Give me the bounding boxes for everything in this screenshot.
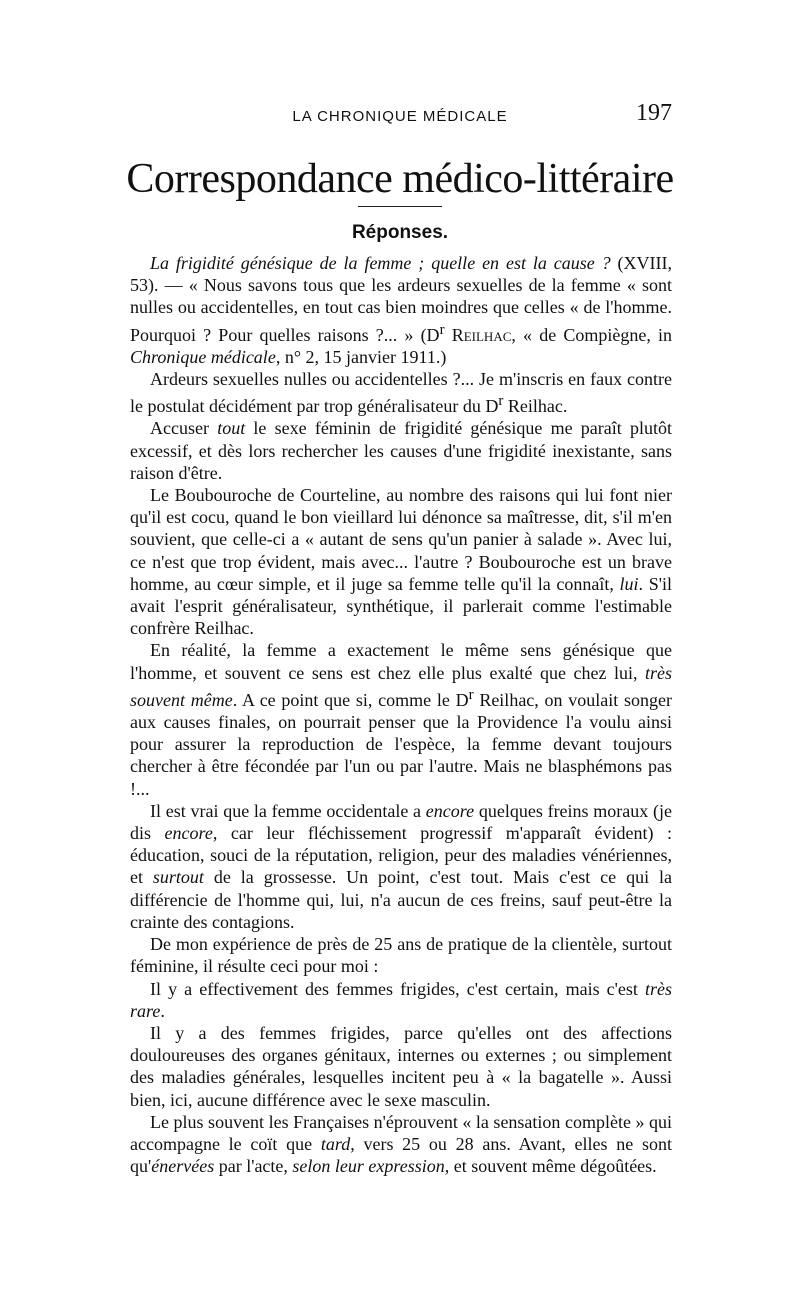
- text-run: En réalité, la femme a exactement le même sens génésique que l'homme, et souvent ce sens est chez elle plus exalté que chez lui,: [130, 640, 672, 683]
- paragraph: [130, 639, 672, 799]
- text-run: Accuser: [150, 418, 218, 439]
- paragraph: [130, 800, 672, 933]
- text-run: , car leur fléchissement progressif m'apparaît évident) : éducation, souci de la réputation, religion, peur des maladies vénériennes, et: [130, 823, 672, 888]
- article-body: [130, 252, 672, 1177]
- author-name: Reilhac,: [444, 324, 516, 345]
- page-title: Correspondance médico-littéraire: [126, 156, 674, 202]
- paragraph: [130, 978, 672, 1022]
- italic-run: encore: [164, 823, 213, 844]
- text-run: Il y a effectivement des femmes frigides, c'est certain, mais c'est: [150, 978, 645, 999]
- paragraph: De mon expérience de près de 25 ans de pratique de la clientèle, surtout féminine, il résulte ceci pour moi :: [130, 934, 672, 977]
- question-citation: , n° 2, 15 janvier 1911.): [275, 346, 447, 367]
- text-run: Le plus souvent les Françaises n'éprouvent « la sensation complète » qui accompagne le coït que: [130, 1111, 672, 1154]
- italic-run: lui: [619, 573, 639, 594]
- paragraph: [130, 417, 672, 484]
- text-run: . S'il avait l'esprit généralisateur, synthétique, il parlerait comme l'estimable confrère Reilhac.: [130, 573, 672, 639]
- paragraph-question: [130, 252, 672, 368]
- superscript: r: [498, 393, 504, 410]
- text-run: Il est vrai que la femme occidentale a: [150, 800, 426, 821]
- italic-run: énervées: [151, 1156, 215, 1177]
- superscript: r: [439, 321, 445, 338]
- running-head: [0, 100, 800, 132]
- title-divider: [358, 206, 442, 207]
- text-run: , et souvent même dégoûtées.: [444, 1156, 657, 1177]
- italic-run: très souvent même: [130, 662, 672, 710]
- text-run: par l'acte,: [214, 1156, 293, 1177]
- section-heading: Réponses.: [351, 222, 449, 243]
- journal-name: Chronique médicale: [130, 346, 276, 367]
- italic-run: tard: [320, 1133, 351, 1154]
- paragraph: Il y a des femmes frigides, parce qu'elles ont des affections douloureuses des organes génitaux, internes ou externes ; ou simplement des maladies générales, lesquelles incitent peu à « la bagatelle ». Aussi bien, ici, aucune différence avec le sexe masculin.: [130, 1022, 672, 1110]
- question-text: La frigidité génésique de la femme ; quelle en est la cause ?: [150, 253, 611, 273]
- text-run: quelques freins moraux (je dis: [130, 800, 673, 844]
- text-run: Reilhac.: [503, 396, 568, 417]
- text-run: le sexe féminin de frigidité génésique me paraît plutôt excessif, et dès lors rechercher les causes d'une frigidité inexistante, sans raison d'être.: [130, 418, 673, 483]
- italic-run: très rare: [130, 978, 672, 1021]
- superscript: r: [468, 686, 474, 703]
- text-run: . A ce point que si, comme le D: [232, 689, 469, 710]
- question-quote: (XVIII, 53). — « Nous savons tous que les ardeurs sexuelles de la femme « sont nulles ou accidentelles, en tout cas bien moindres que celles « de l'homme. Pourquoi ? Pour quelles raisons ?... » (D: [130, 253, 672, 345]
- paragraph: [130, 1111, 672, 1178]
- question-quote-cont: « de Compiègne, in: [515, 324, 672, 345]
- running-title: LA CHRONIQUE MÉDICALE: [292, 108, 508, 125]
- page-number: 197: [636, 100, 672, 126]
- text-run: Ardeurs sexuelles nulles ou accidentelles ?... Je m'inscris en faux contre le postulat décidément par trop généralisateur du D: [130, 369, 672, 417]
- italic-run: surtout: [152, 867, 204, 888]
- text-run: .: [160, 1000, 165, 1021]
- text-run: Le Boubouroche de Courteline, au nombre des raisons qui lui font nier qu'il est cocu, quand le bon vieillard lui dénonce sa maîtresse, dit, s'il m'en souvient, que celle-ci a « autant de sens qu'un panier à salade ». Avec lui, ce n'est que trop évident, mais avec... l'autre ? Boubouroche est un brave homme, au cœur simple, et il juge sa femme telle qu'il la connaît,: [130, 485, 672, 594]
- text-run: Reilhac, on voulait songer aux causes finales, on pourrait penser que la Providence l'a voulu ainsi pour assurer la reproduction de l'espèce, la femme devant toujours chercher à être fécondée par l'un ou par l'autre. Mais ne blasphémons pas !...: [130, 689, 672, 799]
- text-run: de la grossesse. Un point, c'est tout. Mais c'est ce qui la différencie de l'homme qui, lui, n'a aucun de ces freins, sauf peut-être la crainte des contagions.: [130, 867, 672, 932]
- paragraph: [130, 484, 672, 639]
- text-run: , vers 25 ou 28 ans. Avant, elles ne sont qu': [130, 1133, 672, 1177]
- italic-run: tout: [217, 418, 246, 439]
- italic-run: encore: [425, 800, 475, 821]
- italic-run: selon leur expression: [292, 1156, 445, 1177]
- paragraph: [130, 368, 672, 417]
